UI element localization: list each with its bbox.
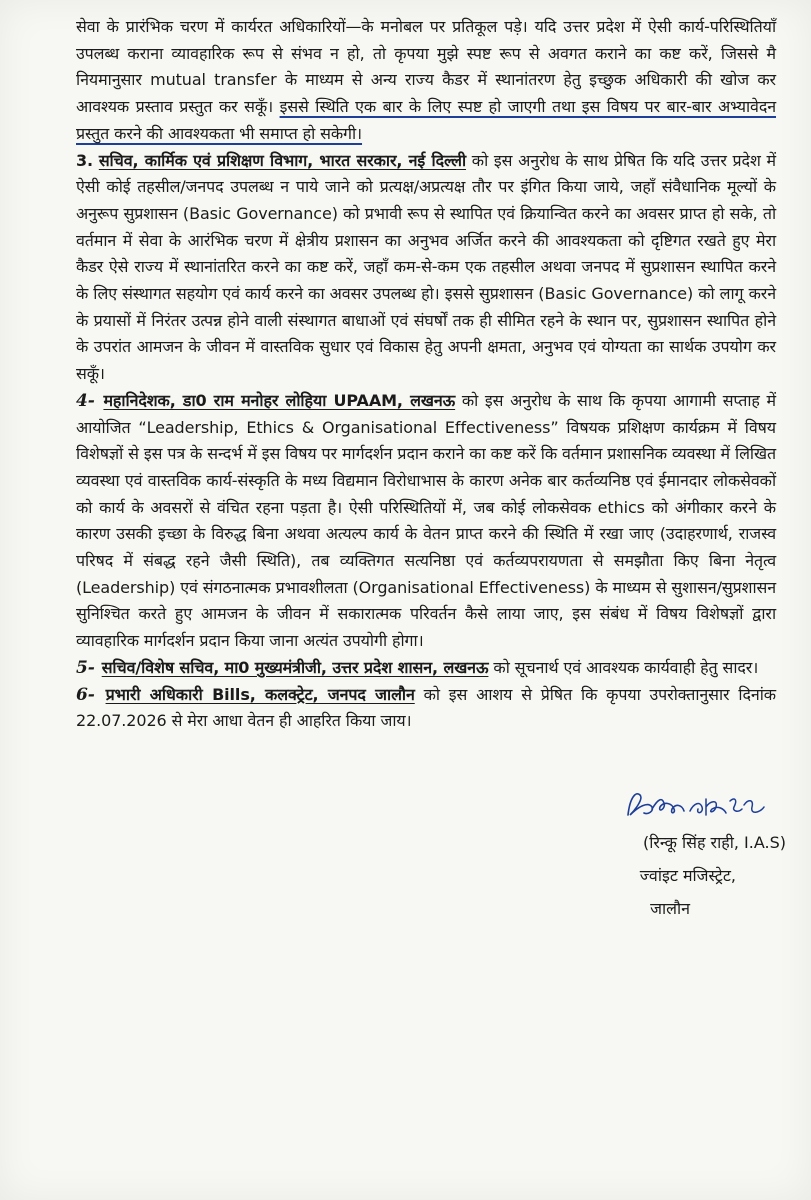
- paragraph-4: [76, 388, 776, 655]
- paragraph-6-text: को इस आशय से प्रेषित कि कृपया उपरोक्तानुसार दिनांक 22.07.2026 से मेरा आधा वेतन ही आहरित किया जाय।: [76, 684, 776, 731]
- paragraph-6-number: 6-: [76, 684, 95, 705]
- paragraph-5-text: को सूचनार्थ एवं आवश्यक कार्यवाही हेतु सादर।: [488, 657, 759, 677]
- handwritten-signature: [622, 785, 772, 831]
- paragraph-6-addressee: प्रभारी अधिकारी Bills, कलक्ट्रेट, जनपद जालौन: [105, 684, 415, 704]
- paragraph-5-number: 5-: [76, 657, 95, 678]
- signature-block: [566, 826, 786, 925]
- signatory-designation: ज्वांइट मजिस्ट्रेट,: [639, 866, 736, 885]
- paragraph-4-addressee: महानिदेशक, डा0 राम मनोहर लोहिया UPAAM, लखनऊ: [103, 390, 456, 410]
- paragraph-5-addressee: सचिव/विशेष सचिव, मा0 मुख्यमंत्रीजी, उत्तर प्रदेश शासन, लखनऊ: [101, 657, 489, 677]
- signatory-name: (रिन्कू सिंह राही, I.A.S): [642, 833, 786, 852]
- paragraph-4-text: को इस अनुरोध के साथ कि कृपया आगामी सप्ताह में आयोजित “Leadership, Ethics & Organisational Effectiveness” विषयक प्रशिक्षण कार्यक्रम में विषय विशेषज्ञों से इस पत्र के सन्दर्भ में इस विषय पर मार्गदर्शन प्रदान कराने का कष्ट करें कि वर्तमान प्रशासनिक व्यवस्था में लिखित व्यवस्था एवं वास्तविक कार्य-संस्कृति के मध्य विद्यमान विरोधाभास के कारण अनेक बार कर्तव्यनिष्ठ एवं ईमानदार लोकसेवकों को कार्य के अवसरों से वंचित रहना पड़ता है। ऐसी परिस्थितियों में, जब कोई लोकसेवक ethics को अंगीकार करने के कारण उसकी इच्छा के विरुद्ध बिना अथवा अत्यल्प कार्य के वेतन प्राप्त करने की स्थिति में रखा जाए (उदाहरणार्थ, राजस्व परिषद में संबद्ध रहने जैसी स्थिति), तब व्यक्तिगत सत्यनिष्ठा एवं कर्तव्यपरायणता से समझौता किए बिना नेतृत्व (Leadership) एवं संगठनात्मक प्रभावशीलता (Organisational Effectiveness) के माध्यम से सुशासन/सुप्रशासन सुनिश्चित करते हुए आमजन के जीवन में सकारात्मक परिवर्तन कैसे लाया जाए, इस संबंध में विषय विशेषज्ञों द्वारा व्यावहारिक मार्गदर्शन प्रदान किया जाना अत्यंत उपयोगी होगा।: [76, 390, 776, 651]
- paragraph-3-number: 3.: [76, 150, 94, 170]
- letter-body: [76, 14, 776, 735]
- paragraph-3-addressee: सचिव, कार्मिक एवं प्रशिक्षण विभाग, भारत सरकार, नई दिल्ली: [98, 150, 467, 170]
- intro-text: सेवा के प्रारंभिक चरण में कार्यरत अधिकारियों—के मनोबल पर प्रतिकूल पड़े। यदि उत्तर प्रदेश में ऐसी कार्य-परिस्थितियाँ उपलब्ध कराना व्यावहारिक रूप से संभव न हो, तो कृपया मुझे स्पष्ट रूप से अवगत कराने का कष्ट करें, जिससे मै नियमानुसार mutual transfer के माध्यम से अन्य राज्य कैडर में स्थानांतरण हेतु इच्छुक अधिकारी की खोज कर आवश्यक प्रस्ताव प्रस्तुत कर सकूँ।: [76, 17, 776, 117]
- paragraph-3: [76, 148, 776, 388]
- paragraph-6: [76, 682, 776, 735]
- paragraph-4-number: 4-: [76, 390, 95, 411]
- paragraph-3-text: को इस अनुरोध के साथ प्रेषित कि यदि उत्तर प्रदेश में ऐसी कोई तहसील/जनपद उपलब्ध न पाये जाने को प्रत्यक्ष/अप्रत्यक्ष तौर पर इंगित किया जाये, जहाँ संवैधानिक मूल्यों के अनुरूप सुप्रशासन (Basic Governance) को प्रभावी रूप से स्थापित एवं क्रियान्वित करने का अवसर प्राप्त हो सके, तो वर्तमान में सेवा के आरंभिक चरण में क्षेत्रीय प्रशासन का अनुभव अर्जित करने की आवश्यकता को दृष्टिगत रखते हुए मेरा कैडर ऐसे राज्य में स्थानांतरित करने का कष्ट करें, जहाँ कम-से-कम एक तहसील अथवा जनपद में सुप्रशासन स्थापित करने के लिए संस्थागत सहयोग एवं कार्य करने का अवसर उपलब्ध हो। इससे सुप्रशासन (Basic Governance) को लागू करने के प्रयासों में निरंतर उत्पन्न होने वाली संस्थागत बाधाओं एवं संघर्षों तक ही सीमित रहने के स्थान पर, सुप्रशासन स्थापित होने के उपरांत आमजन के जीवन में वास्तविक सुधार एवं विकास हेतु अपनी क्षमता, अनुभव एवं योग्यता का सार्थक उपयोग कर सकूँ।: [76, 150, 776, 384]
- intro-underlined-text: इससे स्थिति एक बार के लिए स्पष्ट हो जाएगी तथा इस विषय पर बार-बार अभ्यावेदन प्रस्तुत करने की आवश्यकता भी समाप्त हो सकेगी।: [76, 97, 777, 143]
- paragraph-5: [76, 655, 776, 682]
- paragraph-intro: [76, 14, 776, 148]
- signatory-place: जालौन: [650, 899, 690, 918]
